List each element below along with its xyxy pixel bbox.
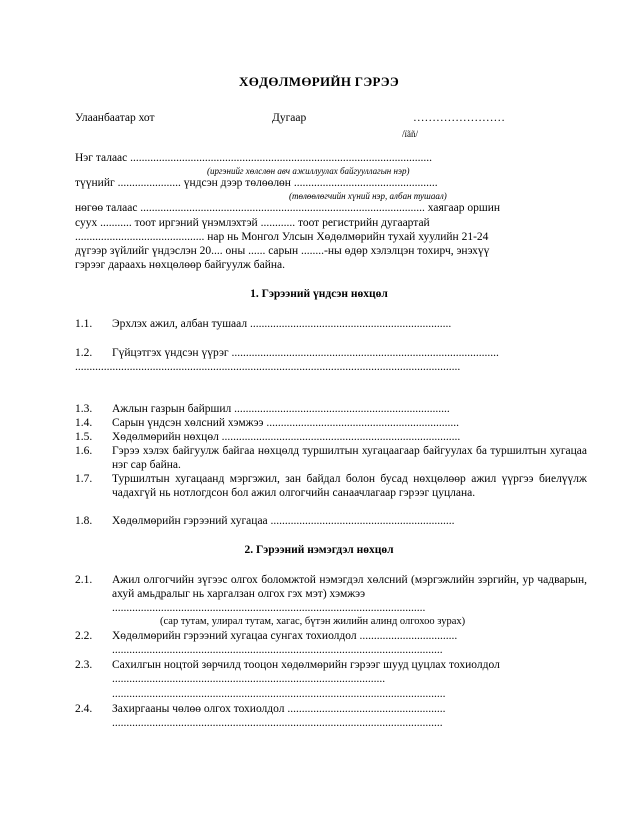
item-text: Сарын үндсэн хөлсний хэмжээ ................................................................... xyxy=(112,417,459,429)
item-text: Хөдөлмөрийн нөхцөл ................................................................................... xyxy=(112,431,461,443)
item-number: 2.4. xyxy=(75,703,93,715)
item-number: 1.7. xyxy=(75,473,93,485)
item-number: 1.3. xyxy=(75,403,93,415)
item-text: Гэрээ хэлэх байгуулж байгаа нөхцөлд туршилтын хугацаагаар байгуулах ба туршилтын хугацаа нэг сар байна. xyxy=(112,445,587,471)
intro-line-1: Нэг талаас ......................................................................................................... xyxy=(75,152,433,164)
item-text: Захиргааны чөлөө олгох тохиолдол ....................................................... xyxy=(112,703,446,715)
number-field: …………………… xyxy=(413,112,505,124)
intro-line-6: дүгээр зүйлийг үндэслэн 20.... оны ...... сарын ........-ны өдөр хэлэлцэн тохирч, энэхүү xyxy=(75,245,490,257)
city-label: Улаанбаатар хот xyxy=(75,112,155,124)
item-continuation: ............................................................................................... xyxy=(112,673,386,685)
section-2-heading: 2. Гэрээний нэмэгдэл нөхцөл xyxy=(244,544,394,556)
item-text: Хөдөлмөрийн гэрээний хугацаа ................................................................ xyxy=(112,515,455,527)
item-continuation: ................................................................................................................... xyxy=(112,644,443,656)
intro-line-3: нөгөө талаас ................................................................................................... хаягаар оршин xyxy=(75,202,501,214)
item-text: Эрхлэх ажил, албан тушаал ...................................................................... xyxy=(112,318,452,330)
intro-note-1: (иргэнийг хөлслөн авч ажиллуулах байгууллагын нэр) xyxy=(207,166,410,176)
intro-line-2: түүнийг ...................... үндсэн дээр төлөөлөн .................................................. xyxy=(75,177,438,189)
item-number: 1.6. xyxy=(75,445,93,457)
item-continuation: ................................................................................................................... xyxy=(112,717,443,729)
item-text: Сахилгын ноцтой зөрчилд тооцон хөдөлмөрийн гэрээг шууд цуцлах тохиолдол xyxy=(112,659,500,671)
intro-line-5: ............................................. нар нь Монгол Улсын Хөдөлмөрийн тухай хуулийн 21-24 xyxy=(75,231,489,243)
item-continuation: ............................................................................................................. xyxy=(112,602,426,614)
item-text: Ажлын газрын байршил ........................................................................... xyxy=(112,403,450,415)
item-text: Гүйцэтгэх үндсэн үүрэг ............................................................................................. xyxy=(112,347,499,359)
item-text: Туршилтын хугацаанд мэргэжил, зан байдал болон бусад нөхцөлөөр ажил үүргээ биелүүлж чадахгүй нь нотлогдсон бол ажил олгогчийн санаачлагаар гэрээг цуцлана. xyxy=(112,473,587,499)
item-number: 1.4. xyxy=(75,417,93,429)
item-number: 1.8. xyxy=(75,515,93,527)
intro-note-2: (төлөөлөгчийн хүний нэр, албан тушаал) xyxy=(289,191,447,201)
item-text: Ажил олгогчийн зүгээс олгох боломжтой нэмэгдэл хөлсний (мэргэжлийн зэргийн, ур чадварын, ахуй амьдралыг нь харгалзан олгох гэх мэт) хэмжээ xyxy=(112,574,587,600)
item-number: 1.2. xyxy=(75,347,93,359)
item-continuation: .................................................................................................................... xyxy=(112,688,446,700)
item-number: 2.2. xyxy=(75,630,93,642)
number-label: Дугаар xyxy=(272,112,307,124)
item-note: (сар тутам, улирал тутам, хагас, бүтэн жилийн алинд олгохоо зурах) xyxy=(160,616,466,627)
item-number: 1.5. xyxy=(75,431,93,443)
item-text: Хөдөлмөрийн гэрээний хугацаа сунгах тохиолдол .................................. xyxy=(112,630,458,642)
section-1-heading: 1. Гэрээний үндсэн нөхцөл xyxy=(250,288,388,300)
item-number: 2.1. xyxy=(75,574,93,586)
item-number: 2.3. xyxy=(75,659,93,671)
intro-line-7: гэрээг дараахь нөхцөлөөр байгуулж байна. xyxy=(75,259,285,271)
item-number: 1.1. xyxy=(75,318,93,330)
item-continuation: ...................................................................................................................................... xyxy=(75,361,461,373)
document-title: ХӨДӨЛМӨРИЙН ГЭРЭЭ xyxy=(239,74,399,89)
intro-line-4: суух ........... тоот иргэний үнэмлэхтэй ............ тоот регистрийн дугаартай xyxy=(75,217,430,229)
date-note: /ïãñ/ xyxy=(402,129,418,139)
